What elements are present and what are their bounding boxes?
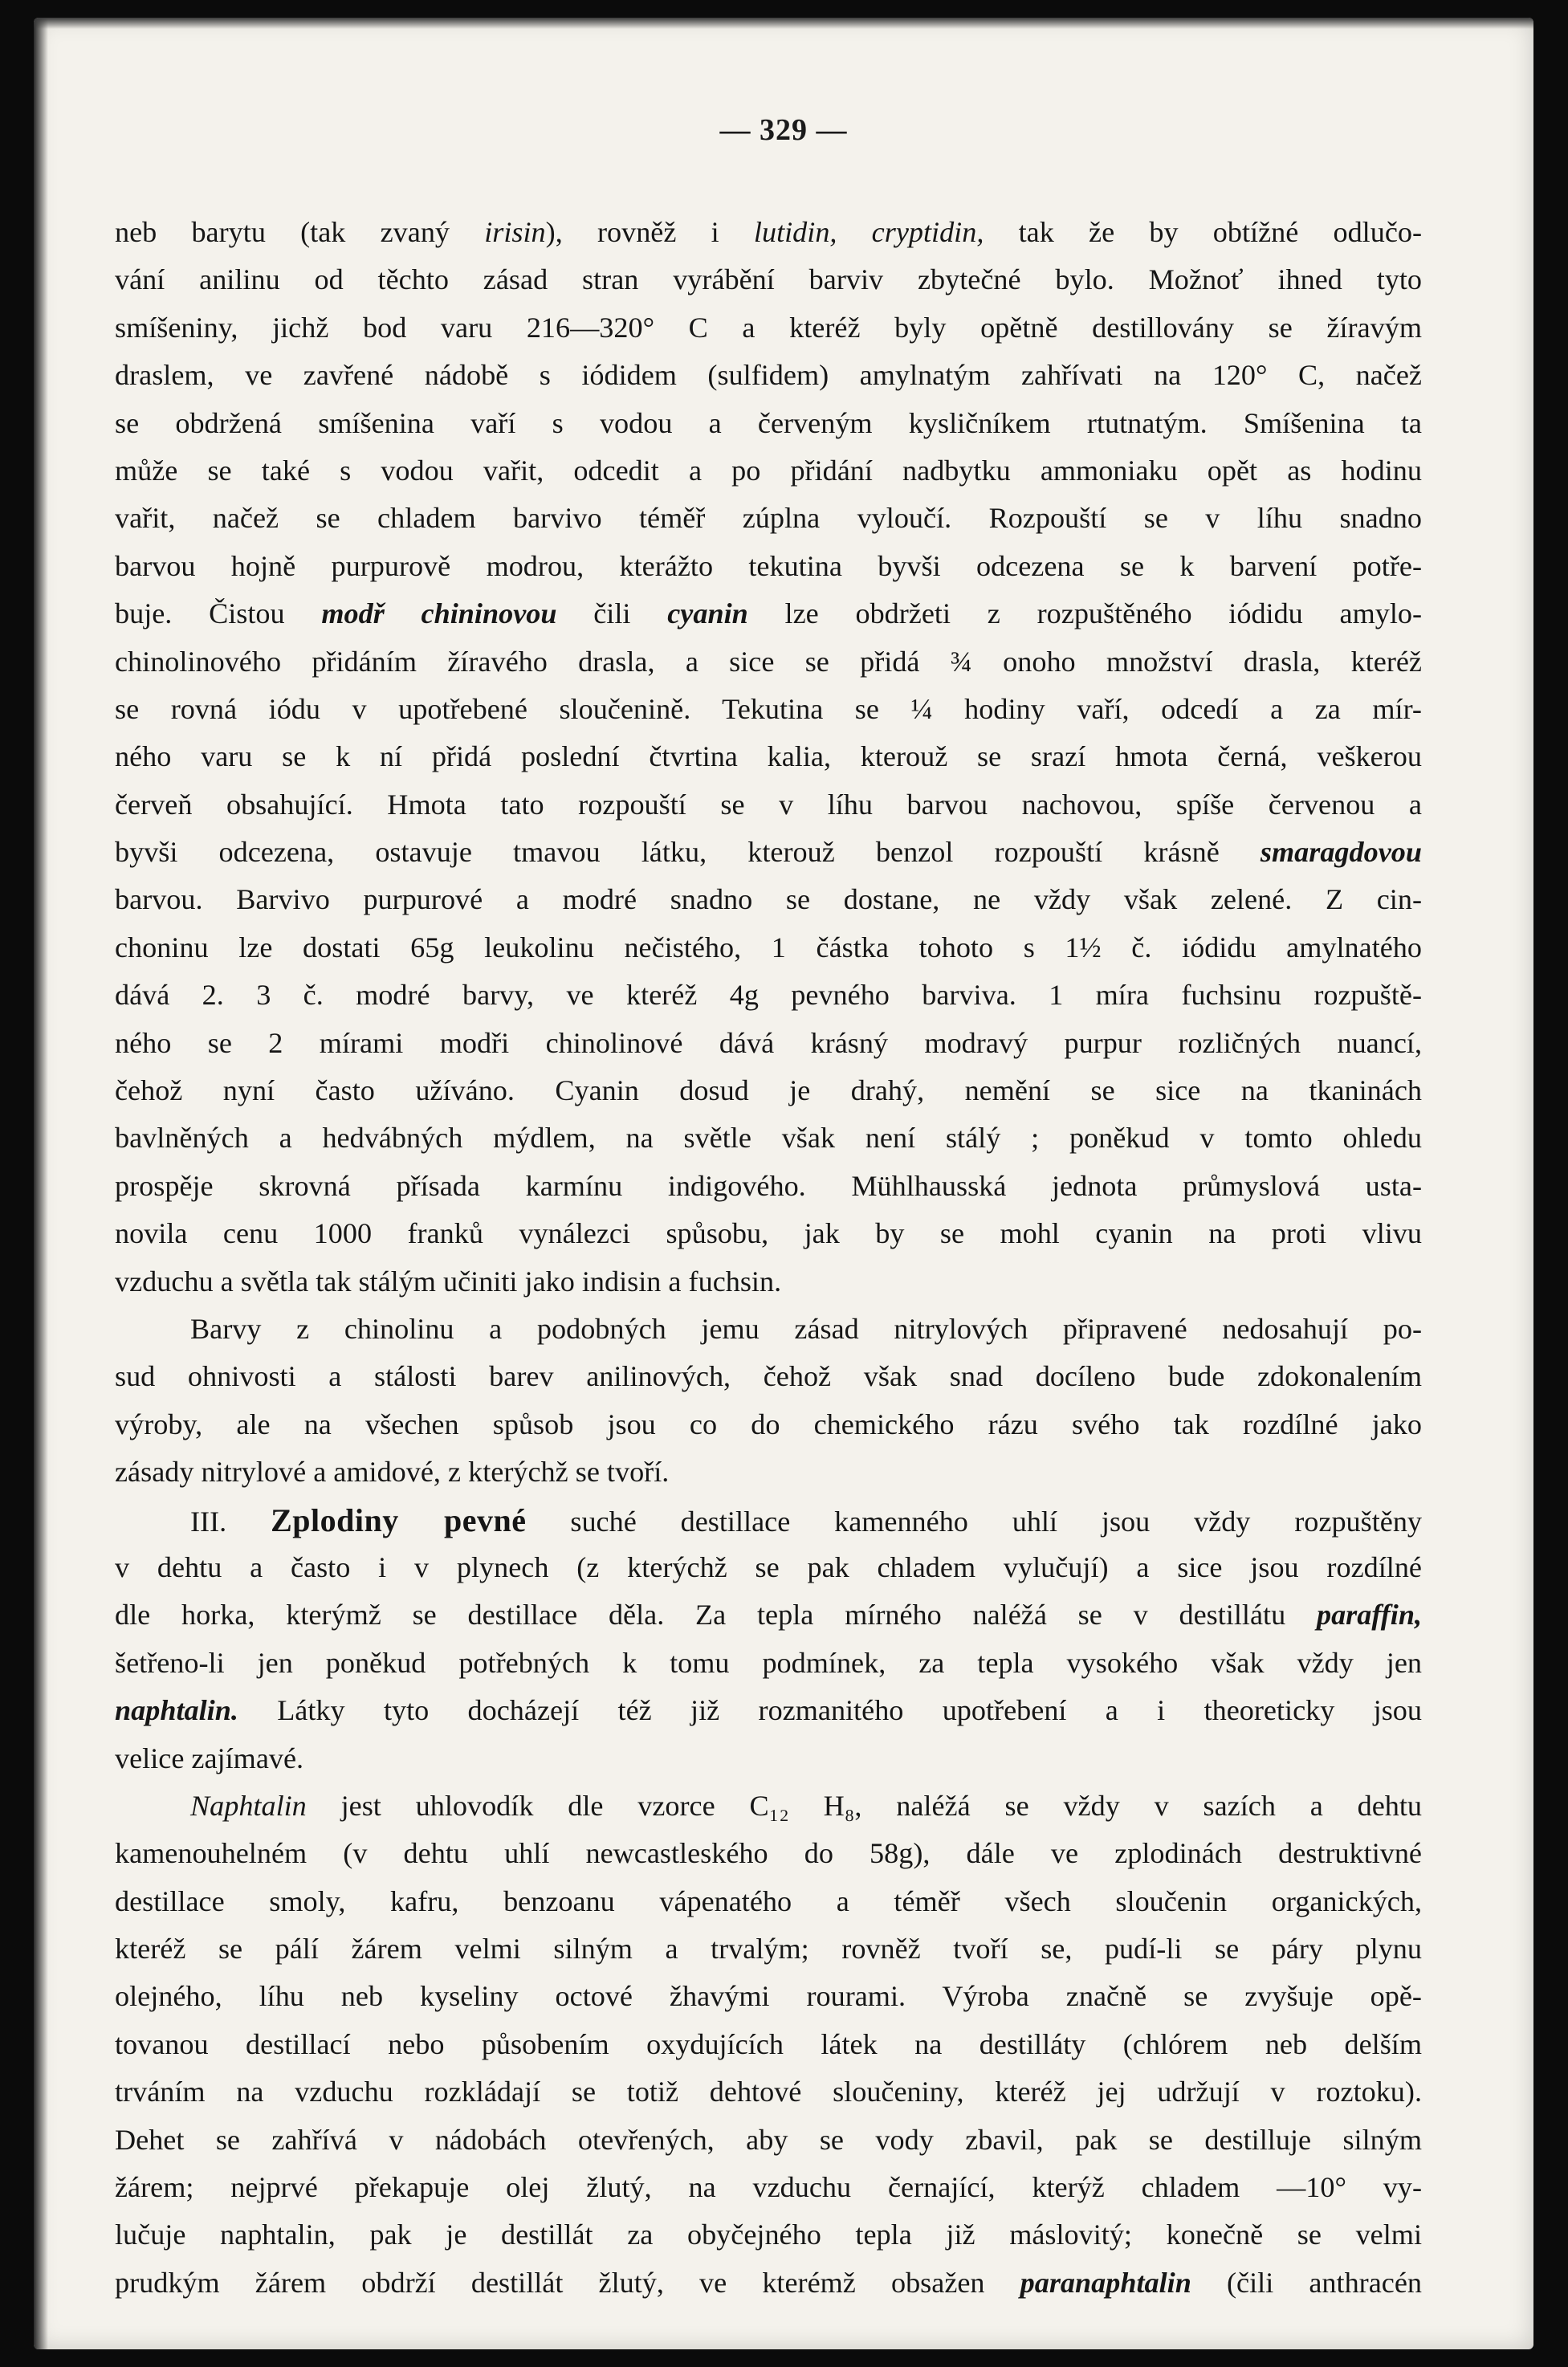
text-line: choninu lze dostati 65g leukolinu nečistého, 1 částka tohoto s 1½ č. iódidu amylnatého: [115, 931, 1422, 964]
section-heading-line: III. Zplodiny pevné suché destillace kamenného uhlí jsou vždy rozpuštěny: [190, 1501, 1423, 1538]
text-line: v dehtu a často i v plynech (z kterýchž se pak chladem vylučují) a sice jsou rozdílné: [115, 1550, 1422, 1583]
text-line: šetřeno-li jen poněkud potřebných k tomu podmínek, za tepla vysokého však vždy jen: [115, 1646, 1422, 1679]
section-heading: Zplodiny pevné: [271, 1501, 527, 1538]
text-line: vzduchu a světla tak stálým učiniti jako indisin a fuchsin.: [115, 1265, 782, 1298]
text-line: kamenouhelném (v dehtu uhlí newcastleského do 58g), dále ve zplodinách destruktivné: [115, 1837, 1422, 1870]
text-line: výroby, ale na všechen spůsob jsou co do chemického rázu svého tak rozdílné jako: [115, 1408, 1422, 1440]
text-line: může se také s vodou vařit, odcedit a po přidání nadbytku ammoniaku opět as hodinu: [115, 454, 1422, 487]
page-edge-shadow: [34, 18, 48, 2349]
text-line: Dehet se zahřívá v nádobách otevřených, aby se vody zbavil, pak se destilluje silným: [115, 2123, 1422, 2156]
text-line: zásady nitrylové a amidové, z kterýchž se tvoří.: [115, 1456, 670, 1489]
text-line: olejného, líhu neb kyseliny octové žhavými rourami. Výroba značně se zvyšuje opě-: [115, 1980, 1422, 2013]
text-line: smíšeniny, jichž bod varu 216—320° C a kteréž byly opětně destillovány se žíravým: [115, 311, 1422, 344]
text-line: žárem; nejprvé překapuje olej žlutý, na vzduchu černající, kterýž chladem —10° vy-: [115, 2171, 1422, 2204]
text-line: tovanou destillací nebo působením oxydujících látek na destilláty (chlórem neb delším: [115, 2027, 1422, 2060]
page-edge-shadow-top: [34, 18, 1533, 29]
text-line: bavlněných a hedvábných mýdlem, na světle však není stálý ; poněkud v tomto ohledu: [115, 1122, 1422, 1155]
text-line: červeň obsahující. Hmota tato rozpouští se v líhu barvou nachovou, spíše červenou a: [115, 788, 1422, 821]
text-line: se obdržená smíšenina vaří s vodou a červeným kysličníkem rtutnatým. Smíšenina ta: [115, 406, 1422, 439]
text-line: vání anilinu od těchto zásad stran vyrábění barviv zbytečné bylo. Možnoť ihned tyto: [115, 263, 1422, 296]
text-line: buje. Čistou modř chininovou čili cyanin lze obdržeti z rozpuštěného iódidu amylo-: [115, 597, 1423, 630]
text-line: velice zajímavé.: [115, 1742, 304, 1774]
text-line: novila cenu 1000 franků vynálezci spůsobu, jak by se mohl cyanin na proti vlivu: [115, 1217, 1422, 1250]
scanned-page: [34, 18, 1533, 2349]
text-line: neb barytu (tak zvaný irisin), rovněž i lutidin, cryptidin, tak že by obtížné odlučo-: [115, 216, 1423, 248]
text-line: Barvy z chinolinu a podobných jemu zásad nitrylových připravené nedosahují po-: [190, 1312, 1422, 1345]
text-line: vařit, načež se chladem barvivo téměř zúplna vyloučí. Rozpouští se v líhu snadno: [115, 502, 1422, 535]
text-line: naphtalin. Látky tyto docházejí též již rozmanitého upotřebení a i theoreticky jsou: [115, 1694, 1422, 1727]
text-line: Naphtalin jest uhlovodík dle vzorce C₁₂ H₈, naléžá se vždy v sazích a dehtu: [190, 1789, 1422, 1822]
text-line: ného varu se k ní přidá poslední čtvrtina kalia, kterouž se srazí hmota černá, veškerou: [115, 740, 1422, 773]
text-line: prospěje skrovná přísada karmínu indigového. Mühlhausská jednota průmyslová usta-: [115, 1169, 1422, 1202]
text-line: lučuje naphtalin, pak je destillát za obyčejného tepla již máslovitý; konečně se velmi: [115, 2218, 1422, 2251]
text-line: se rovná iódu v upotřebené sloučenině. Tekutina se ¼ hodiny vaří, odcedí a za mír-: [115, 692, 1422, 725]
text-line: kteréž se pálí žárem velmi silným a trvalým; rovněž tvoří se, pudí-li se páry plynu: [115, 1933, 1422, 1966]
text-line: dle horka, kterýmž se destillace děla. Za tepla mírného naléžá se v destillátu paraffin,: [115, 1599, 1423, 1632]
text-line: čehož nyní často užíváno. Cyanin dosud je drahý, nemění se sice na tkaninách: [115, 1074, 1422, 1107]
text-line: barvou. Barvivo purpurové a modré snadno se dostane, ne vždy však zelené. Z cin-: [115, 883, 1422, 916]
text-line: trváním na vzduchu rozkládají se totiž dehtové sloučeniny, kteréž jej udržují v roztoku).: [115, 2076, 1422, 2108]
text-line: barvou hojně purpurově modrou, kterážto tekutina byvši odcezena se k barvení potře-: [115, 549, 1422, 582]
page-number: — 329 —: [719, 113, 848, 147]
text-line: destillace smoly, kafru, benzoanu vápenatého a téměř všech sloučenin organických,: [115, 1884, 1422, 1917]
text-line: ného se 2 mírami modři chinolinové dává krásný modravý purpur rozličných nuancí,: [115, 1026, 1422, 1059]
text-line: sud ohnivosti a stálosti barev anilinových, čehož však snad docíleno bude zdokonalením: [115, 1360, 1422, 1393]
text-line: prudkým žárem obdrží destillát žlutý, ve kterémž obsažen paranaphtalin (čili anthracén: [115, 2266, 1422, 2299]
text-line: byvši odcezena, ostavuje tmavou látku, kterouž benzol rozpouští krásně smaragdovou: [115, 836, 1422, 869]
text-line: dává 2. 3 č. modré barvy, ve kteréž 4g pevného barviva. 1 míra fuchsinu rozpuště-: [115, 979, 1422, 1012]
text-line: chinolinového přidáním žíravého drasla, a sice se přidá ¾ onoho množství drasla, kteréž: [115, 645, 1422, 678]
body-text: [115, 209, 1422, 2307]
text-line: draslem, ve zavřené nádobě s iódidem (sulfidem) amylnatým zahřívati na 120° C, načež: [115, 359, 1422, 392]
